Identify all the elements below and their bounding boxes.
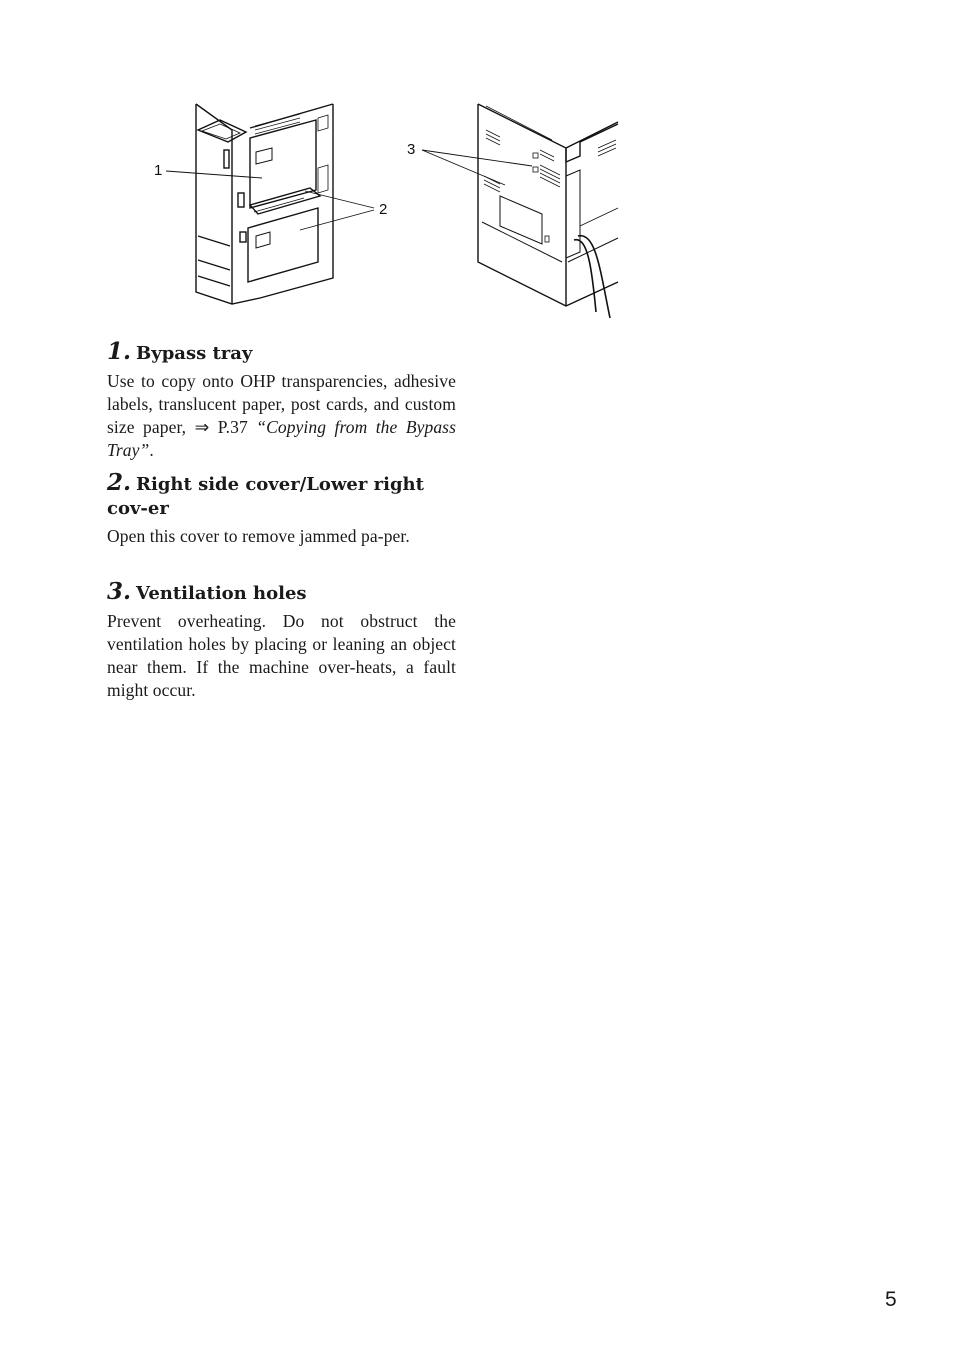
item-heading — [107, 340, 456, 366]
item-number: 3. — [107, 578, 132, 605]
item-description — [107, 370, 456, 462]
item-heading — [107, 471, 456, 521]
copier-right-side-drawing — [196, 104, 333, 304]
item-title: Right side cover/Lower right cov-er — [107, 474, 424, 519]
item-number: 1. — [107, 338, 132, 365]
callout-leaders — [166, 150, 532, 230]
item-bypass-tray — [107, 340, 456, 462]
item-body-text: Use to copy onto OHP transparencies, adhesive labels, translucent paper, post cards, and custom size paper, ⇒ P.37 — [107, 371, 456, 437]
item-title: Bypass tray — [136, 343, 253, 364]
machine-illustration — [0, 0, 954, 330]
ref-end-punct: . — [149, 440, 154, 460]
page-number: 5 — [885, 1288, 897, 1311]
callout-1: 1 — [154, 162, 163, 179]
item-number: 2. — [107, 469, 132, 496]
item-right-side-cover — [107, 471, 456, 548]
item-heading — [107, 580, 456, 606]
item-description: Prevent overheating. Do not obstruct the ventilation holes by placing or leaning an object near them. If the machine over-heats, a fault might occur. — [107, 611, 456, 700]
cross-reference-link[interactable]: “Copying from the Bypass Tray” — [107, 417, 456, 460]
item-ventilation-holes — [107, 580, 456, 702]
callout-2: 2 — [379, 201, 388, 218]
copier-rear-drawing — [478, 104, 618, 318]
callout-3: 3 — [407, 141, 416, 158]
item-description: Open this cover to remove jammed pa-per. — [107, 526, 410, 546]
item-title: Ventilation holes — [136, 583, 307, 604]
